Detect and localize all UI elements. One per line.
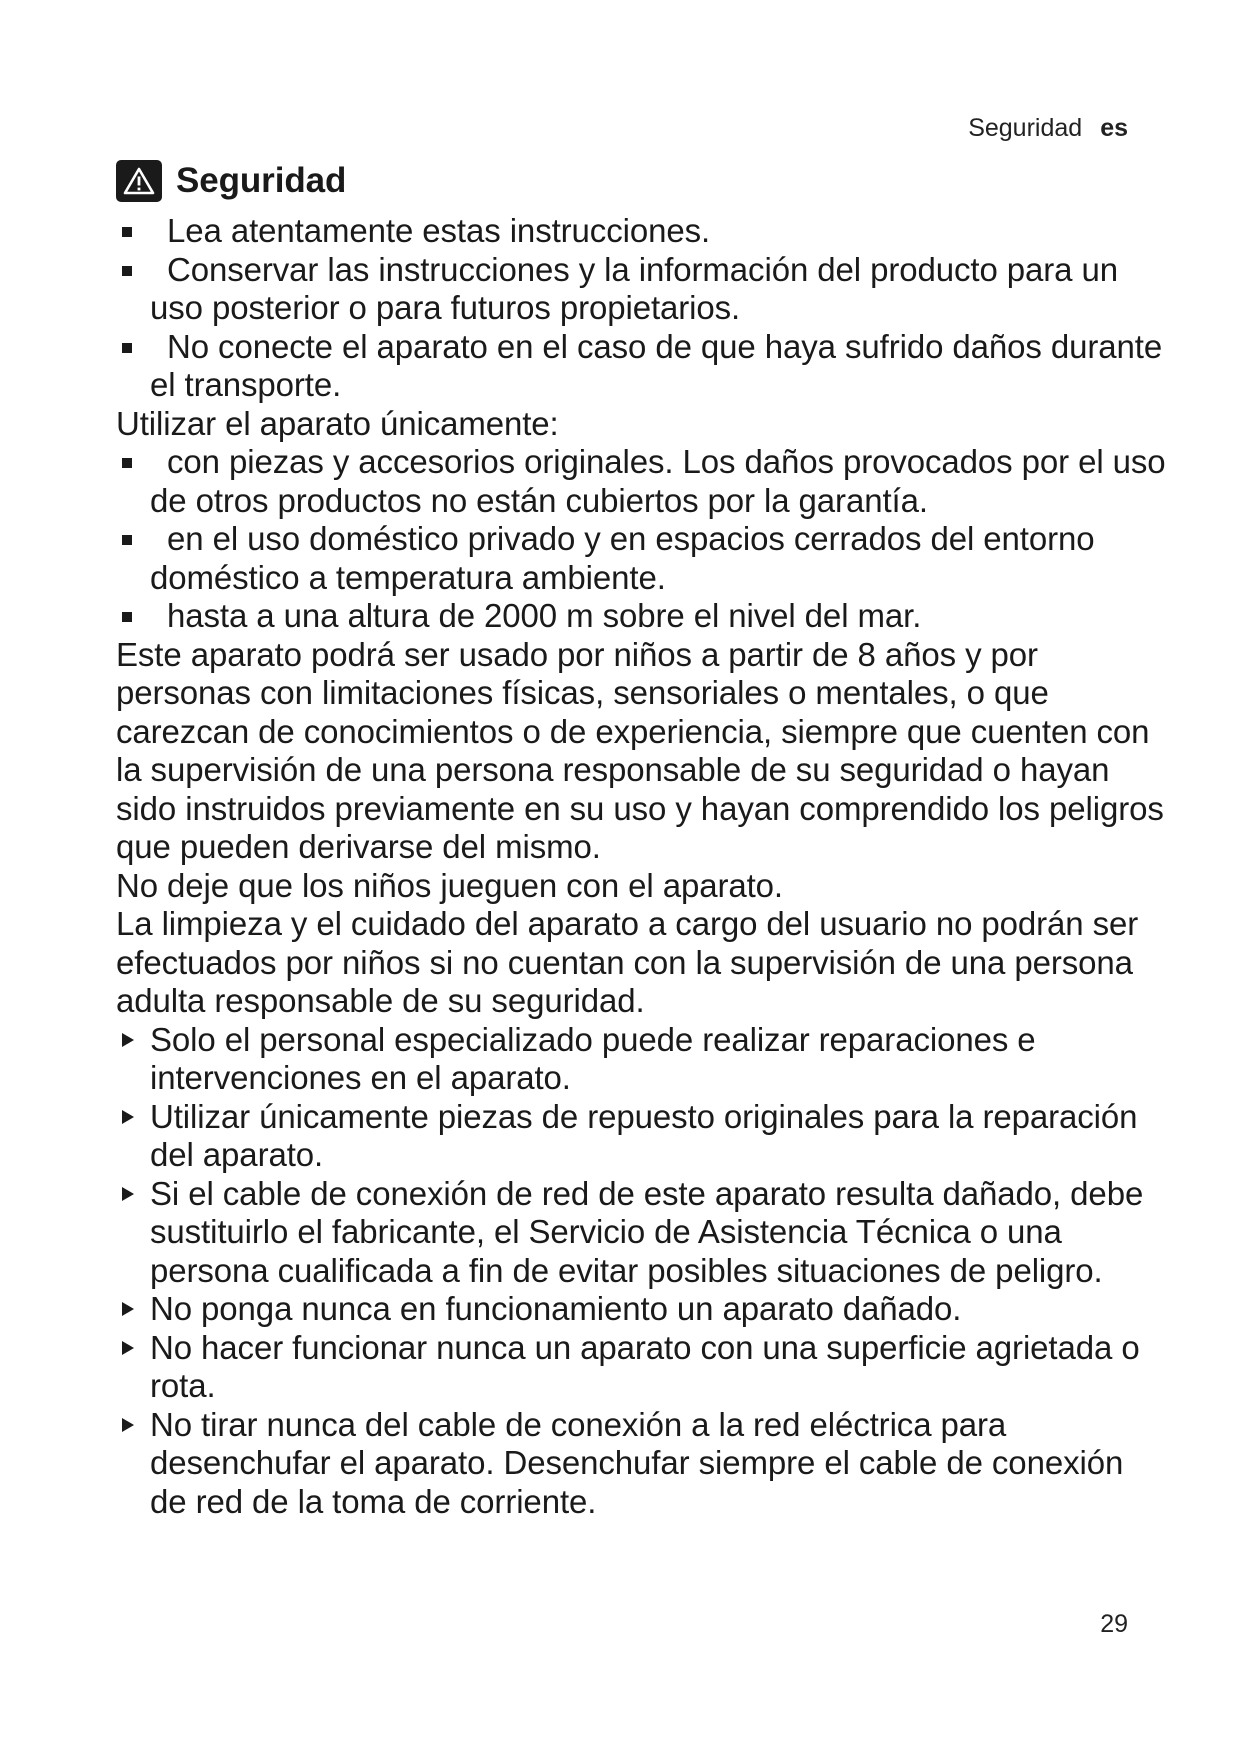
list-item — [116, 520, 1168, 597]
section-heading — [116, 160, 1168, 202]
paragraph: La limpieza y el cuidado del aparato a cargo del usuario no podrán ser efectuados por niños si no cuentan con la supervisión de una persona adulta responsable de su seguridad. — [116, 905, 1139, 1019]
instruction-text: Si el cable de conexión de red de este aparato resulta dañado, debe sustituirlo el fabricante, el Servicio de Asistencia Técnica o una persona cualificada a fin de evitar posibles situaciones de peligro. — [150, 1174, 1144, 1289]
list-item — [116, 443, 1168, 520]
triangle-bullet-icon — [122, 1341, 134, 1355]
use-intro: Utilizar el aparato únicamente: — [116, 404, 559, 442]
instruction-item — [116, 1329, 1168, 1406]
triangle-bullet-icon — [122, 1110, 134, 1124]
instruction-text: Solo el personal especializado puede realizar reparaciones e intervenciones en el aparato. — [150, 1020, 1036, 1096]
running-head — [968, 114, 1128, 143]
paragraph: No deje que los niños jueguen con el aparato. — [116, 866, 783, 904]
instruction-text: Utilizar únicamente piezas de repuesto originales para la reparación del aparato. — [150, 1097, 1138, 1173]
safety-content — [116, 160, 1168, 1521]
instruction-item — [116, 1175, 1168, 1291]
list-item-text: Conservar las instrucciones y la información del producto para un uso posterior o para futuros propietarios. — [150, 250, 1118, 326]
page-number: 29 — [1100, 1610, 1128, 1638]
section-title: Seguridad — [176, 160, 347, 200]
triangle-bullet-icon — [122, 1418, 134, 1432]
list-item — [116, 251, 1168, 328]
bullet-square-icon — [122, 535, 132, 545]
list-item-text: en el uso doméstico privado y en espacios cerrados del entorno doméstico a temperatura ambiente. — [150, 520, 1095, 596]
list-item-text: hasta a una altura de 2000 m sobre el nivel del mar. — [167, 597, 922, 634]
running-head-section: Seguridad — [968, 114, 1083, 142]
list-item — [116, 212, 1168, 251]
bullet-square-icon — [122, 612, 132, 622]
bullet-square-icon — [122, 343, 132, 353]
list-item — [116, 597, 1168, 636]
instruction-text: No ponga nunca en funcionamiento un aparato dañado. — [150, 1290, 962, 1327]
list-item-text: No conecte el aparato en el caso de que haya sufrido daños durante el transporte. — [150, 327, 1163, 403]
triangle-bullet-icon — [122, 1302, 134, 1316]
instruction-item — [116, 1098, 1168, 1175]
warning-triangle-icon — [116, 160, 162, 202]
paragraph: Este aparato podrá ser usado por niños a partir de 8 años y por personas con limitaciones físicas, sensoriales o mentales, o que carezcan de conocimientos o de experiencia, siempre que cuenten con la supervisión de una persona responsable de su seguridad o hayan sido instruidos previamente en su uso y hayan comprendido los peligros que pueden derivarse del mismo. — [116, 635, 1164, 865]
instruction-text: No hacer funcionar nunca un aparato con una superficie agrietada o rota. — [150, 1328, 1140, 1404]
triangle-bullet-icon — [122, 1033, 134, 1047]
triangle-bullet-icon — [122, 1187, 134, 1201]
list-item-text: con piezas y accesorios originales. Los daños provocados por el uso de otros productos no están cubiertos por la garantía. — [150, 443, 1166, 519]
instruction-item — [116, 1290, 1168, 1329]
bullet-square-icon — [122, 227, 132, 237]
list-item — [116, 328, 1168, 405]
bullet-square-icon — [122, 266, 132, 276]
instruction-text: No tirar nunca del cable de conexión a la red eléctrica para desenchufar el aparato. Desenchufar siempre el cable de conexión de red de la toma de corriente. — [150, 1405, 1124, 1520]
bullet-square-icon — [122, 458, 132, 468]
list-item-text: Lea atentamente estas instrucciones. — [167, 212, 711, 249]
instruction-item — [116, 1021, 1168, 1098]
running-head-lang: es — [1100, 114, 1128, 142]
instruction-item — [116, 1406, 1168, 1522]
